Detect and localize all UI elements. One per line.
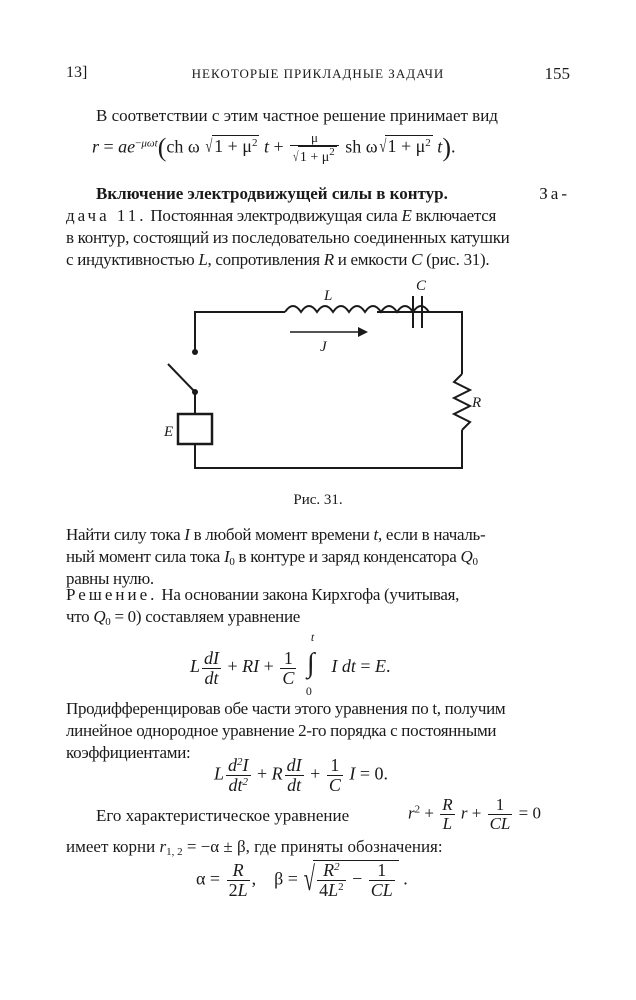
chapter-number: 13] (66, 64, 88, 81)
paragraph1-text: C (411, 250, 423, 269)
problem-lines-text: t (373, 525, 378, 544)
label-inductor: L (324, 288, 333, 304)
paragraph1-text: , сопротивления (207, 250, 324, 269)
problem-lines-text: I (184, 525, 190, 544)
equation-second-order: L $\frac{d^2I}{dt^2}$ + R $\frac{dI}{dt}$ + $\frac{1}{C}$ I = 0. (214, 755, 388, 795)
solution-lines-text: = 0) составляем уравнение (110, 607, 301, 626)
problem-lines-text: , если в началь- (377, 525, 486, 544)
switch-lever (168, 364, 195, 392)
current-arrow-head (358, 327, 368, 337)
running-title: НЕКОТОРЫЕ ПРИКЛАДНЫЕ ЗАДАЧИ (191, 66, 445, 81)
differentiation-line: коэффициентами: (66, 743, 191, 762)
switch-pivot (192, 389, 198, 395)
solution-lines-text: 0 (105, 616, 111, 628)
page-number: 155 (544, 64, 570, 83)
problem-lines-text: 0 (229, 556, 235, 568)
paragraph1-text: включается (411, 206, 496, 225)
section-heading (96, 184, 570, 204)
problem-label-start: За- (539, 184, 570, 203)
roots-line: имеет корни $r_{1, 2} = -\alpha \pm \beta$, где приняты обозначения: (66, 837, 443, 858)
wire-top-right (422, 312, 462, 374)
roots-suffix: , где приняты обозначения: (245, 837, 443, 856)
differentiation-line: Продифференцировав обе части этого уравнения по t, получим (66, 699, 506, 718)
paragraph1-text: в контур, состоящий из последовательно соединенных катушки (66, 228, 510, 247)
paragraph1-line (66, 228, 509, 248)
paragraph1-line (66, 250, 489, 270)
paragraph1-text: с индуктивностью (66, 250, 199, 269)
solution-lines-text: На основании закона Кирхгофа (учитывая, (157, 585, 460, 604)
problem-lines-text: в любой момент времени (189, 525, 374, 544)
problem-lines-text: Q (460, 547, 473, 566)
problem-lines-text: ный момент сила тока (66, 547, 225, 566)
problem-lines-text: равны нулю. (66, 569, 154, 588)
paragraph1-line (66, 206, 496, 226)
wire-bottom (195, 430, 462, 468)
equation-alpha-beta: α = $\frac{R}{2L}$ , β = √ $\frac{R^2}{4L^2}$ − $\frac{1}{CL}$ . (196, 860, 408, 900)
paragraph1-text: R (323, 250, 334, 269)
paragraph1-text: (рис. 31). (422, 250, 490, 269)
paragraph1-text: E (401, 206, 412, 225)
problem-lines-line (66, 525, 485, 545)
solution-lines-line (66, 607, 300, 628)
roots-prefix: имеет корни (66, 837, 156, 856)
paragraph1-text: дача 11. (66, 206, 147, 225)
characteristic-prefix: Его характеристическое уравнение (96, 806, 350, 825)
equation-particular-solution: $r = ae^{-\mu\omega t}(ch$ ω $√1 + \mu^2$ t + $\frac{\mu}{√1 + \mu^2}$ sh $\omega√1 + \mu^2$ t). (92, 130, 456, 165)
problem-lines-text: 0 (472, 556, 478, 568)
equation-characteristic: $r^2$ + $\frac{R}{L}$ r + $\frac{1}{CL}$ = 0 (408, 795, 541, 833)
emf-source-box (178, 414, 212, 444)
wire-top-left (195, 312, 285, 352)
problem-lines-text: Найти силу тока (66, 525, 185, 544)
differentiation-line: линейное однородное уравнение 2-го порядка с постоянными (66, 721, 497, 740)
problem-lines-text: I (224, 547, 230, 566)
figure-caption: Рис. 31. (293, 492, 343, 508)
problem-lines-text: в контуре и заряд конденсатора (234, 547, 461, 566)
resistor-zigzag (454, 374, 470, 430)
switch-contact-top (192, 349, 198, 355)
paragraph1-text: и емкости (333, 250, 412, 269)
paragraph1-text: Постоянная электродвижущая сила (146, 206, 402, 225)
label-source: E (164, 424, 174, 440)
solution-lines-text: Q (93, 607, 106, 626)
intro-line: В соответствии с этим частное решение принимает вид (96, 106, 498, 125)
solution-lines-text: Решение. (66, 585, 158, 604)
label-current: J (320, 339, 327, 355)
equation-kirchhoff-integral: L $\frac{dI}{dt}$ + RI + $\frac{1}{C}$ t ∫ 0 I dt = E. (190, 630, 391, 698)
problem-lines-line (66, 547, 478, 568)
label-capacitor: C (416, 278, 427, 294)
solution-lines-text: что (66, 607, 94, 626)
solution-lines-line (66, 585, 459, 605)
label-resistor: R (472, 395, 482, 411)
circuit-figure (150, 272, 490, 482)
section-heading-title: Включение электродвижущей силы в контур. (96, 184, 448, 203)
paragraph1-text: L (198, 250, 208, 269)
characteristic-equation-line (96, 795, 570, 833)
